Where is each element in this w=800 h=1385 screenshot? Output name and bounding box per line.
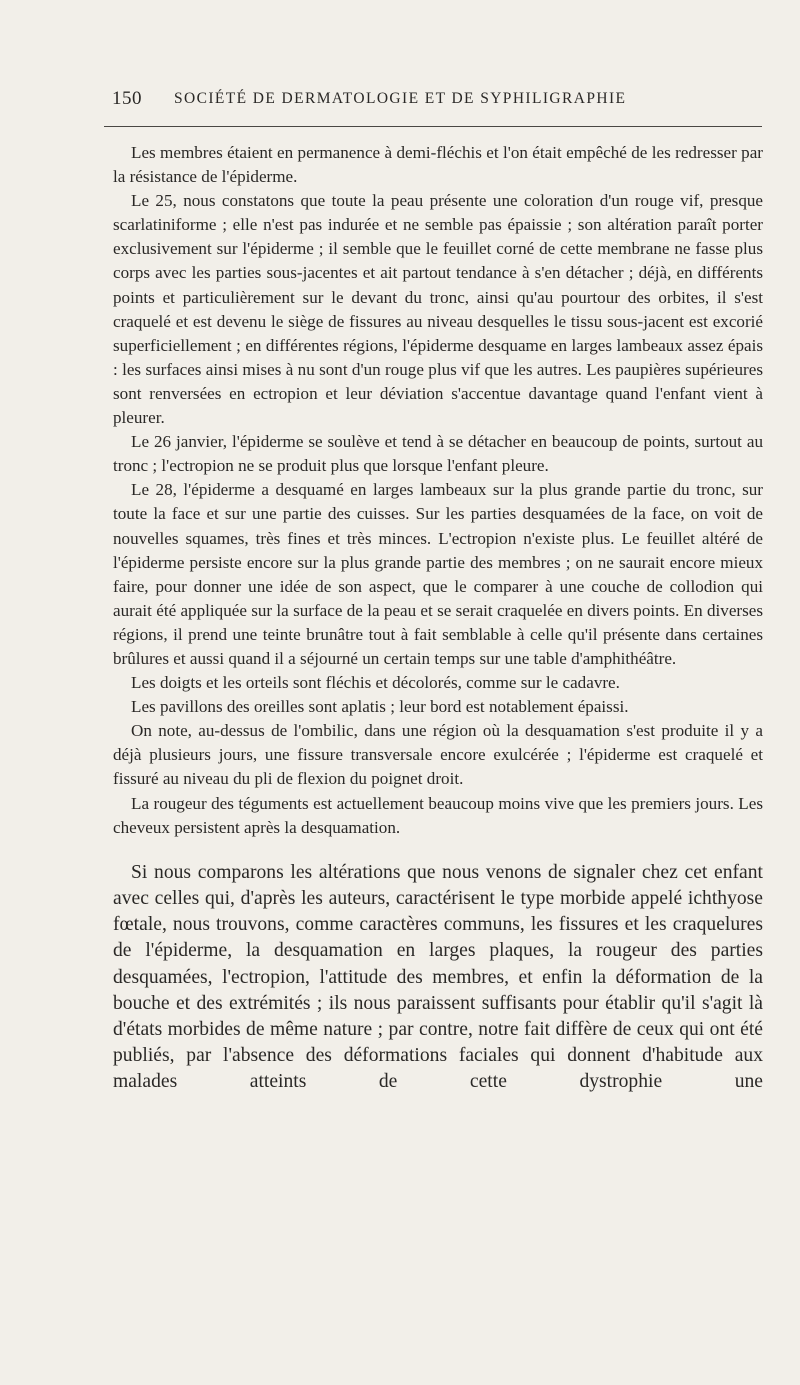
paragraph: Si nous comparons les altérations que nous venons de signaler chez cet enfant avec celles qui, d'après les auteurs, caractérisent le type morbide appelé ichthyose fœtale, nous trouvons, comme caractères communs, les fissures et les craquelures de l'épiderme, la desquamation en larges plaques, la rougeur des parties desquamées, l'ectropion, l'attitude des membres, et enfin la déformation de la bouche et des extrémités ; ils nous paraissent suffisants pour établir qu'il s'agit là d'états morbides de même nature ; par contre, notre fait diffère de ceux qui ont été publiés, par l'absence des déformations faciales qui donnent d'habitude aux malades atteints de cette dystrophie une	[113, 861, 763, 1093]
page-number: 150	[112, 88, 142, 109]
paragraph: Les doigts et les orteils sont fléchis et décolorés, comme sur le cadavre.	[131, 673, 620, 693]
case-report-section	[113, 141, 763, 840]
paragraph: Les membres étaient en permanence à demi-fléchis et l'on était empêché de les redresser par la résistance de l'épiderme.	[113, 143, 763, 187]
paragraph: Le 25, nous constatons que toute la peau présente une coloration d'un rouge vif, presque scarlatiniforme ; elle n'est pas indurée et ne semble pas épaissie ; son altération paraît porter exclusivement sur l'épiderme ; il semble que le feuillet corné de cette membrane ne fasse plus corps avec les parties sous-jacentes et ait partout tendance à s'en détacher ; déjà, en différents points et particulièrement sur le devant du tronc, ainsi qu'au pourtour des orbites, il s'est craquelé et est devenu le siège de fissures au niveau desquelles le tissu sous-jacent est excorié superficiellement ; en différentes régions, l'épiderme desquame en larges lambeaux assez épais : les surfaces ainsi mises à nu sont d'un rouge plus vif que les autres. Les paupières supérieures sont renversées en ectropion et leur déviation s'accentue davantage quand l'enfant vient à pleurer.	[113, 191, 763, 428]
paragraph: Les pavillons des oreilles sont aplatis ; leur bord est notablement épaissi.	[131, 697, 629, 717]
paragraph: La rougeur des téguments est actuellement beaucoup moins vive que les premiers jours. Les cheveux persistent après la desquamation.	[113, 793, 763, 837]
body-text	[113, 141, 763, 1096]
running-title: SOCIÉTÉ DE DERMATOLOGIE ET DE SYPHILIGRAPHIE	[174, 90, 627, 107]
page-header	[112, 88, 762, 114]
paragraph: Le 26 janvier, l'épiderme se soulève et tend à se détacher en beaucoup de points, surtout au tronc ; l'ectropion ne se produit plus que lorsque l'enfant pleure.	[113, 432, 763, 476]
paragraph: On note, au-dessus de l'ombilic, dans une région où la desquamation s'est produite il y a déjà plusieurs jours, une fissure transversale encore exulcérée ; l'épiderme est craquelé et fissuré au niveau du pli de flexion du poignet droit.	[113, 721, 763, 789]
discussion-section	[113, 860, 763, 1096]
paragraph: Le 28, l'épiderme a desquamé en larges lambeaux sur la plus grande partie du tronc, sur toute la face et sur une partie des cuisses. Sur les parties desquamées de la face, on voit de nouvelles squames, très fines et très minces. L'ectropion n'existe plus. Le feuillet altéré de l'épiderme persiste encore sur la plus grande partie des membres ; on ne saurait encore mieux faire, pour donner une idée de son aspect, que le comparer à une couche de collodion qui aurait été appliquée sur la surface de la peau et se serait craquelée en divers points. En diverses régions, il prend une teinte brunâtre tout à fait semblable à celle qu'il présente dans certaines brûlures et aussi quand il a séjourné un certain temps sur une table d'amphithéâtre.	[113, 480, 763, 668]
header-rule	[104, 126, 762, 127]
